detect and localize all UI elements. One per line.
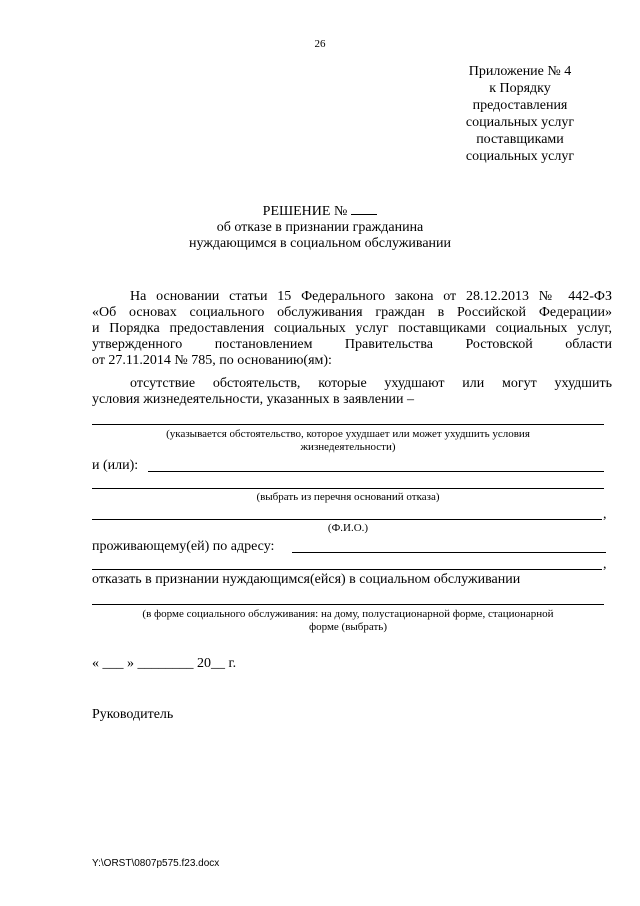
appendix-line: поставщиками [476, 132, 564, 147]
and-or-label: и (или): [92, 458, 139, 473]
paragraph-line: «Об основах социального обслуживания граждан в Российской Федерации» [92, 305, 612, 320]
title-line-3: нуждающимся в социальном обслуживании [188, 236, 452, 251]
paragraph-line: и Порядка предоставления социальных услуг поставщиками социальных услуг, [92, 321, 612, 336]
appendix-line: социальных услуг [465, 149, 575, 164]
appendix-line: предоставления [472, 98, 568, 113]
decision-number-blank [351, 202, 377, 215]
caption-line: (в форме социального обслуживания: на дому, полустационарной форме, стационарной [142, 608, 554, 620]
refuse-statement: отказать в признании нуждающимся(ейся) в социальном обслуживании [92, 572, 521, 587]
caption-line: (указывается обстоятельство, которое ухудшает или может ухудшить условия [166, 428, 530, 440]
paragraph-line: от 27.11.2014 № 785, по основанию(ям): [92, 353, 332, 368]
caption-line: жизнедеятельности) [300, 441, 396, 453]
address-fill-line[interactable] [292, 552, 606, 553]
and-or-fill-line[interactable] [148, 471, 604, 472]
title-line-2: об отказе в признании гражданина [216, 220, 424, 235]
refusal-reason-fill-line[interactable] [92, 488, 604, 489]
fio-fill-line[interactable] [92, 519, 602, 520]
footer-file-path: Y:\ORST\0807p575.f23.docx [92, 858, 220, 869]
address-fill-line-2[interactable] [92, 569, 602, 570]
title-heading: РЕШЕНИЕ № [262, 204, 348, 219]
address-label: проживающему(ей) по адресу: [92, 539, 275, 554]
service-form-fill-line[interactable] [92, 604, 604, 605]
address-comma: , [603, 557, 607, 572]
reason-paragraph [92, 376, 612, 408]
circumstance-fill-line[interactable] [92, 424, 604, 425]
fio-comma: , [603, 507, 607, 522]
service-form-caption [92, 608, 604, 634]
appendix-line: Приложение № 4 [468, 64, 572, 79]
paragraph-line: отсутствие обстоятельств, которые ухудшают или могут ухудшить [130, 376, 612, 391]
appendix-block [430, 63, 610, 165]
fio-caption: (Ф.И.О.) [327, 522, 369, 534]
refusal-reason-caption: (выбрать из перечня оснований отказа) [256, 491, 440, 503]
paragraph-line: условия жизнедеятельности, указанных в заявлении – [92, 392, 414, 407]
appendix-line: к Порядку [489, 81, 551, 96]
title-heading-row [120, 202, 520, 220]
document-title [120, 202, 520, 252]
paragraph-line: На основании статьи 15 Федерального закона от 28.12.2013 № 442-ФЗ [130, 289, 612, 304]
paragraph-line: утвержденного постановлением Правительства Ростовской области [92, 337, 612, 352]
basis-paragraph [92, 289, 612, 369]
caption-line: форме (выбрать) [309, 621, 387, 633]
page-number: 26 [314, 38, 326, 50]
date-field[interactable]: « ___ » ________ 20__ г. [92, 656, 237, 671]
circumstance-caption [92, 428, 604, 454]
appendix-line: социальных услуг [465, 115, 575, 130]
signature-label: Руководитель [92, 707, 174, 722]
